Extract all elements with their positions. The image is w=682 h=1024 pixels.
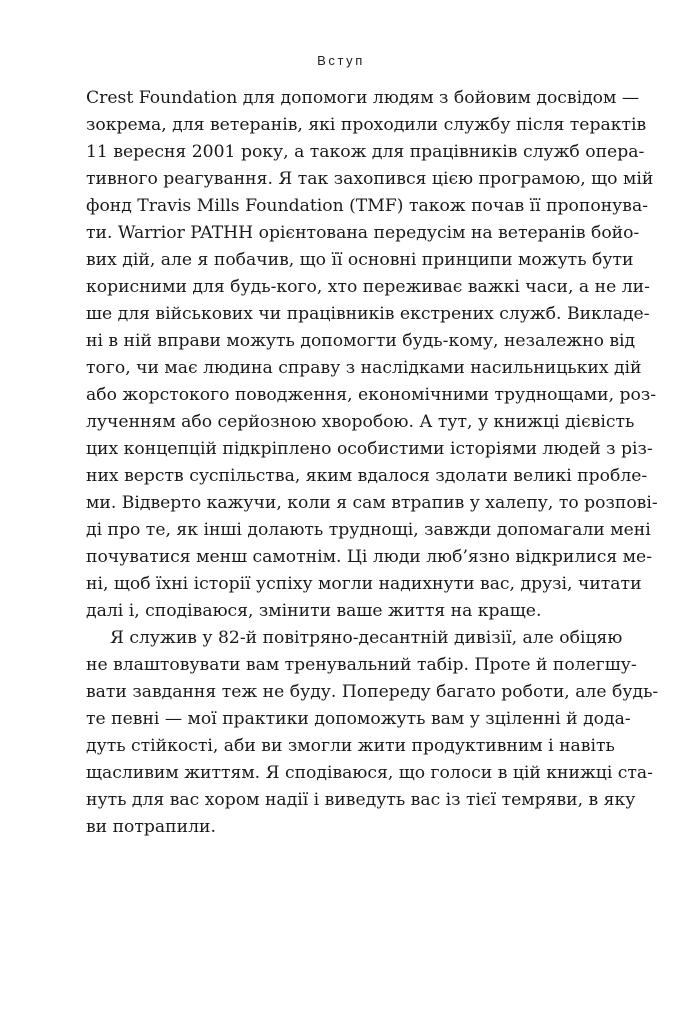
running-head: Вступ: [317, 53, 365, 68]
text-line: Crest Foundation для допомоги людям з бойовим досвідом —: [86, 88, 640, 108]
text-line: ді про те, як інші долають труднощі, завжди допомагали мені: [86, 520, 651, 540]
text-line: цих концепцій підкріплено особистими історіями людей з різ-: [86, 439, 653, 459]
text-line: те певні — мої практики допоможуть вам у зціленні й дода-: [86, 709, 631, 729]
paragraph-1: [86, 85, 658, 625]
text-line: корисними для будь-кого, хто переживає важкі часи, а не ли-: [86, 277, 650, 297]
paragraph-2: [86, 625, 659, 841]
text-line: щасливим життям. Я сподіваюся, що голоси в цій книжці ста-: [86, 763, 653, 783]
text-line: дуть стійкості, аби ви змогли жити продуктивним і навіть: [86, 736, 615, 756]
text-line: Я служив у 82-й повітряно-десантній дивізії, але обіцяю: [110, 628, 623, 648]
text-line: них верств суспільства, яким вдалося здолати великі пробле-: [86, 466, 648, 486]
text-line: зокрема, для ветеранів, які проходили службу після терактів: [86, 115, 647, 135]
text-line: того, чи має людина справу з наслідками насильницьких дій: [86, 358, 642, 378]
text-line: ми. Відверто кажучи, коли я сам втрапив у халепу, то розпові-: [86, 493, 658, 513]
body-text: [86, 85, 659, 841]
text-line: вати завдання теж не буду. Попереду багато роботи, але будь-: [86, 682, 659, 702]
text-line: лученням або серйозною хворобою. А тут, у книжці дієвість: [86, 412, 635, 432]
text-line: ви потрапили.: [86, 817, 216, 837]
text-line: вих дій, але я побачив, що її основні принципи можуть бути: [86, 250, 634, 270]
text-line: далі і, сподіваюся, змінити ваше життя на краще.: [86, 601, 542, 621]
text-line: почуватися менш самотнім. Ці люди люб’язно відкрилися ме-: [86, 547, 653, 567]
text-line: ні в ній вправи можуть допомогти будь-кому, незалежно від: [86, 331, 636, 351]
text-line: ше для військових чи працівників екстрених служб. Викладе-: [86, 304, 650, 324]
text-line: нуть для вас хором надії і виведуть вас із тієї темряви, в яку: [86, 790, 636, 810]
text-line: не влаштовувати вам тренувальний табір. Проте й полегшу-: [86, 655, 637, 675]
text-line: ти. Warrior PATHH орієнтована передусім на ветеранів бойо-: [86, 223, 640, 243]
text-line: тивного реагування. Я так захопився цією програмою, що мій: [86, 169, 654, 189]
text-line: ні, щоб їхні історії успіху могли надихнути вас, друзі, читати: [86, 574, 642, 594]
text-line: або жорстокого поводження, економічними труднощами, роз-: [86, 385, 657, 405]
text-line: 11 вересня 2001 року, а також для працівників служб опера-: [86, 142, 645, 162]
text-line: фонд Travis Mills Foundation (TMF) також почав її пропонува-: [86, 196, 649, 216]
